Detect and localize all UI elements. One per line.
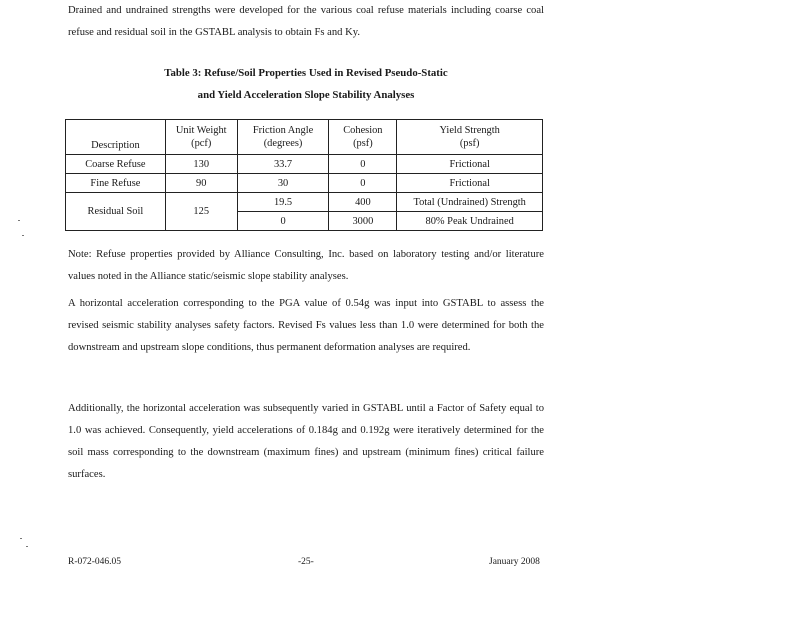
cell-friction-angle: 0: [237, 212, 329, 231]
header-cohesion-label: Cohesion: [343, 125, 383, 136]
header-friction-angle-units: (degrees): [263, 138, 303, 149]
header-description: [66, 120, 166, 155]
header-unit-weight-units: (pcf): [191, 138, 212, 149]
table-header-row: [66, 120, 543, 155]
yield-acceleration-paragraph: [68, 398, 544, 486]
cell-friction-angle: 19.5: [237, 193, 329, 212]
header-friction-angle-label: Friction Angle: [252, 125, 314, 136]
scan-artifact: [26, 546, 28, 547]
cell-yield-strength: Frictional: [397, 174, 543, 193]
pga-paragraph: [68, 293, 544, 359]
table-row: [66, 174, 543, 193]
cell-friction-angle: 30: [237, 174, 329, 193]
cell-cohesion: 400: [329, 193, 397, 212]
cell-cohesion: 3000: [329, 212, 397, 231]
cell-yield-strength: Frictional: [397, 155, 543, 174]
header-yield-strength-units: (psf): [459, 138, 480, 149]
intro-paragraph: [68, 0, 544, 44]
footer-page-number: -25-: [298, 557, 314, 567]
header-yield-strength-label: Yield Strength: [439, 125, 500, 136]
properties-table: [65, 119, 543, 231]
table-row: [66, 193, 543, 212]
yield-acceleration-text: Additionally, the horizontal acceleration was subsequently varied in GSTABL until a Factor of Safety equal to 1.0 was achieved. Consequently, yield accelerations of 0.184g and 0.192g were iteratively determined for the soil mass corresponding to the downstream (maximum fines) and upstream (minimum fines) critical failure surfaces.: [68, 403, 544, 480]
cell-description: Fine Refuse: [66, 174, 166, 193]
header-friction-angle: [237, 120, 329, 155]
pga-text: A horizontal acceleration corresponding to the PGA value of 0.54g was input into GSTABL to assess the revised seismic stability analyses safety factors. Revised Fs values less than 1.0 were determined for both the downstream and upstream slope conditions, thus permanent deformation analyses are required.: [68, 298, 544, 353]
cell-yield-strength: Total (Undrained) Strength: [397, 193, 543, 212]
table-caption-line2: and Yield Acceleration Slope Stability Analyses: [197, 89, 415, 101]
header-cohesion-units: (psf): [353, 138, 373, 149]
header-unit-weight-label: Unit Weight: [175, 125, 227, 136]
scan-artifact: [20, 538, 22, 539]
note-text: Note: Refuse properties provided by Alliance Consulting, Inc. based on laboratory testing and/or literature values noted in the Alliance static/seismic slope stability analyses.: [68, 249, 544, 282]
cell-friction-angle: 33.7: [237, 155, 329, 174]
cell-cohesion: 0: [329, 174, 397, 193]
cell-yield-strength: 80% Peak Undrained: [397, 212, 543, 231]
header-cohesion: [329, 120, 397, 155]
table-row: [66, 155, 543, 174]
header-description-label: Description: [91, 140, 140, 151]
header-unit-weight: [165, 120, 237, 155]
cell-cohesion: 0: [329, 155, 397, 174]
cell-unit-weight: 90: [165, 174, 237, 193]
header-yield-strength: [397, 120, 543, 155]
scan-artifact: [18, 220, 20, 221]
footer-doc-number: R-072-046.05: [68, 557, 122, 567]
scan-artifact: [22, 235, 24, 236]
cell-description: Coarse Refuse: [66, 155, 166, 174]
cell-unit-weight: 130: [165, 155, 237, 174]
cell-description: Residual Soil: [66, 193, 166, 231]
intro-text: Drained and undrained strengths were developed for the various coal refuse materials including coarse coal refuse and residual soil in the GSTABL analysis to obtain Fs and Ky.: [68, 5, 544, 38]
table-caption-line1: Table 3: Refuse/Soil Properties Used in Revised Pseudo-Static: [164, 67, 448, 79]
footer-date: January 2008: [489, 557, 540, 567]
cell-unit-weight: 125: [165, 193, 237, 231]
note-paragraph: [68, 244, 544, 288]
